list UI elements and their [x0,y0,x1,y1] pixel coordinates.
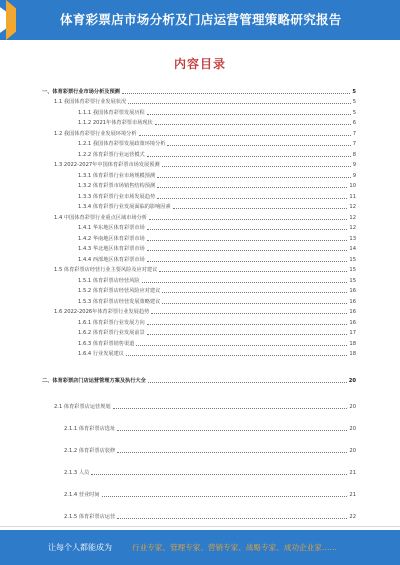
toc-entry-label: 1.5.3 体育彩票店经营发展策略建议 [78,298,161,305]
toc-entry-page: 15 [349,256,356,263]
chevron-blue-icon [16,0,38,40]
toc-entry-page: 20 [349,448,356,454]
toc-entry-page: 8 [352,151,356,158]
toc-entry-label: 2.1.4 营业时间 [64,492,100,498]
report-title: 体育彩票店市场分析及门店运营管理策略研究报告 [60,12,342,27]
toc-leader-dots [147,156,351,157]
toc-entry-page: 12 [349,204,356,210]
toc-entry-label: 1.1.1 我国体育彩票发展历程 [78,109,145,116]
toc-entry-page: 5 [352,99,356,105]
toc-entry[interactable] [42,294,356,305]
toc-entry[interactable] [42,432,356,454]
footer-slogan-right: 行业专家、管理专家、营销专家、战略专家、成功企业家…… [132,543,338,552]
toc-entry-page: 18 [349,351,356,357]
toc-entry-page: 22 [349,514,356,520]
toc-entry[interactable] [42,252,356,263]
toc-entry-label: 1.6.4 行业发展建议 [78,351,124,357]
toc-leader-dots [162,166,351,167]
toc-leader-dots [155,124,351,125]
header-banner [0,0,400,40]
toc-entry-label: 1.2 我国体育彩票行业发展环境分析 [54,130,137,137]
toc-entry[interactable] [42,200,356,211]
toc-leader-dots [157,198,347,199]
toc-entry[interactable] [42,189,356,200]
toc-entry-label: 1.4.3 华北地区体育彩票市场 [78,246,145,252]
footer-divider [0,526,400,527]
toc-leader-dots [122,93,351,94]
toc-entry-label: 1.4 中国体育彩票行业重点区域市场分析 [54,214,147,221]
toc-entry-label: 2.1.3 人员 [64,470,90,476]
toc-entry-label: 1.5.2 体育彩票店经营风险应对建议 [78,288,161,294]
toc-entry[interactable] [42,454,356,476]
toc-leader-dots [167,145,350,146]
toc-entry[interactable] [42,498,356,520]
toc-entry-page: 17 [349,330,356,336]
toc-entry[interactable] [42,410,356,432]
toc-entry-label: 1.5 体育彩票店经营行业主要风险及应对建议 [54,267,158,273]
toc-entry-page: 11 [349,193,356,200]
toc-leader-dots [147,324,348,325]
toc-leader-dots [91,474,347,475]
toc-entry[interactable] [42,315,356,326]
toc-entry-page: 13 [349,235,356,242]
toc-entry-page: 16 [349,288,356,294]
toc-leader-dots [157,187,347,188]
toc-leader-dots [159,271,347,272]
toc-title: 内容目录 [173,57,226,71]
toc-entry-label: 2.1.2 体育彩票店装修 [64,448,116,454]
toc-entry[interactable] [42,126,356,137]
toc-leader-dots [117,452,347,453]
toc-entry-label: 1.2.2 体育彩票行业运营模式 [78,151,145,158]
toc-entry-page: 6 [352,120,356,126]
toc-entry-label: 1.6.1 体育彩票行业发展方向 [78,319,145,326]
toc-leader-dots [139,135,351,136]
toc-leader-dots [136,345,347,346]
toc-entry-label: 1.1.2 2021年体育彩票市场现状 [78,120,153,126]
footer-banner [0,530,400,565]
toc-entry[interactable] [42,400,356,411]
toc-entry-page: 15 [349,267,356,273]
toc-entry-label: 1.3.2 体育彩票市场销售结构预测 [78,183,156,189]
toc-entry[interactable] [42,273,356,284]
toc-entry-page: 16 [349,319,356,326]
toc-leader-dots [157,177,351,178]
toc-entry-label: 一、体育彩票行业市场分析及预测 [42,88,120,95]
toc-entry-page: 15 [349,277,356,284]
toc-entry-label: 二、体育彩票店门店运营管理方案及执行大全 [42,377,146,384]
toc-leader-dots [148,382,347,383]
toc-leader-dots [147,240,348,241]
toc-entry[interactable] [42,116,356,127]
toc-leader-dots [147,229,348,230]
toc-leader-dots [149,219,347,220]
toc-entry-page: 18 [349,340,356,347]
toc-entry-page: 20 [348,377,356,384]
toc-leader-dots [142,282,348,283]
toc-leader-dots [173,208,348,209]
toc-entry-label: 1.3.3 体育彩票行业市场发展趋势 [78,193,156,200]
toc-leader-dots [151,313,347,314]
toc-leader-dots [117,518,347,519]
toc-entry-label: 1.6.2 体育彩票行业发展前景 [78,330,145,336]
toc-entry-label: 1.3.1 体育彩票行业市场规模预测 [78,172,156,179]
toc-entry[interactable] [42,336,356,347]
toc-entry-page: 16 [349,298,356,305]
toc-entry-page: 9 [352,172,356,179]
toc-entry[interactable] [42,326,356,337]
toc-entry-label: 2.1.1 体育彩票店选址 [64,426,116,432]
toc-leader-dots [126,355,347,356]
toc-entry-page: 10 [349,183,356,189]
toc-leader-dots [113,408,348,409]
toc-entry[interactable] [42,179,356,190]
toc-entry-page: 20 [349,404,356,410]
toc-leader-dots [128,103,351,104]
toc-entry[interactable] [42,231,356,242]
toc-entry-label: 1.4.1 华东地区体育彩票市场 [78,225,145,231]
toc-entry-label: 1.6 2022-2026年体育彩票行业发展趋势 [54,309,150,315]
toc-leader-dots [147,334,348,335]
toc-spacer [42,384,356,400]
toc-entry-page: 12 [349,225,356,231]
toc-entry[interactable] [42,95,356,106]
toc-leader-dots [162,303,347,304]
toc-entry-page: 21 [349,470,356,476]
toc-entry-page: 5 [352,88,356,95]
toc-entry-page: 16 [349,309,356,315]
toc-entry-label: 2.1 体育彩票店运营规划 [54,404,111,410]
toc-entry[interactable] [42,105,356,116]
table-of-contents [42,84,356,564]
toc-entry-label: 1.2.1 我国体育彩票发展政策环境分析 [78,141,166,147]
toc-entry[interactable] [42,373,356,384]
toc-entry-page: 14 [349,246,356,252]
toc-entry-page: 7 [352,130,356,137]
toc-entry[interactable] [42,263,356,274]
toc-leader-dots [147,114,351,115]
toc-entry-page: 12 [349,214,356,221]
toc-entry[interactable] [42,347,356,358]
toc-entry[interactable] [42,158,356,169]
footer-slogan-left: 让每个人都能成为 [48,543,112,552]
toc-entry-page: 9 [352,162,356,168]
toc-entry-label: 1.4.4 西部地区体育彩票市场 [78,256,145,263]
toc-entry-label: 1.3.4 体育彩票行业发展面临的影响因素 [78,204,171,210]
toc-entry[interactable] [42,476,356,498]
toc-entry[interactable] [42,221,356,232]
toc-spacer [42,357,356,373]
toc-entry-page: 20 [349,426,356,432]
toc-entry[interactable] [42,284,356,295]
toc-entry-label: 1.3 2022-2027年中国体育彩票市场发展预测 [54,162,160,168]
toc-entry[interactable] [42,137,356,148]
toc-entry[interactable] [42,305,356,316]
toc-entry[interactable] [42,147,356,158]
toc-leader-dots [147,250,348,251]
toc-leader-dots [102,496,348,497]
toc-entry-page: 7 [352,141,356,147]
toc-leader-dots [117,430,347,431]
toc-entry-label: 1.4.2 华南地区体育彩票市场 [78,235,145,242]
toc-leader-dots [147,261,348,262]
toc-entry-page: 21 [349,492,356,498]
toc-entry[interactable] [42,168,356,179]
toc-entry-label: 1.1 我国体育彩票行业发展状况 [54,99,127,105]
toc-entry-label: 1.6.3 体育彩票销售渠道 [78,340,135,347]
toc-entry-label: 1.5.1 体育彩票店经营风险 [78,277,140,284]
toc-leader-dots [162,292,347,293]
toc-entry[interactable] [42,242,356,253]
toc-entry-page: 5 [352,109,356,116]
toc-entry[interactable] [42,84,356,95]
toc-entry-label: 2.1.5 体育彩票店运营 [64,514,116,520]
toc-entry[interactable] [42,210,356,221]
